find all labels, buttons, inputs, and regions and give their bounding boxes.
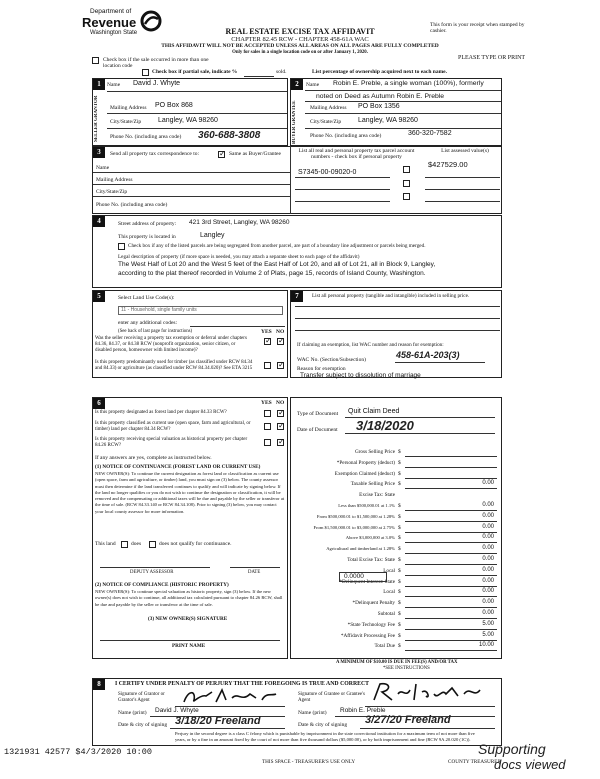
land-does-checkbox[interactable]	[121, 541, 128, 548]
tax-row	[290, 513, 502, 524]
section-2-number: 2	[291, 79, 303, 90]
tax-row	[290, 621, 502, 632]
tax-row	[290, 448, 502, 459]
form-title: REAL ESTATE EXCISE TAX AFFIDAVIT	[225, 27, 375, 36]
tax-row-currency: $	[398, 557, 401, 563]
street-address[interactable]: 421 3rd Street, Langley, WA 98260	[189, 219, 290, 226]
tax-row-currency: $	[398, 535, 401, 542]
tax-row-label: Above $3,000,000 at 3.0%	[345, 535, 395, 541]
tax-row-amount[interactable]: 0.00	[482, 534, 494, 541]
notice2-body: NEW OWNER(S): To continue special valuation as historic property, sign (3) below. If the new owner(s) does not wish to continue, all additional tax calculated pursuant to chapter 84.26 RCW, shall be due and payable by the seller or transferor at the time of sale.	[95, 589, 283, 607]
local-rate-box[interactable]	[339, 572, 387, 582]
additional-codes-label: enter any additional codes:	[118, 320, 178, 326]
buyer-phone-label: Phone No. (including area code)	[310, 133, 382, 139]
tax-row-amount[interactable]: 0.00	[482, 610, 494, 616]
tax-row-amount[interactable]: 0.00	[482, 588, 494, 595]
doc-type-label: Type of Document	[297, 411, 339, 417]
s3-mailing-label: Mailing Address	[96, 177, 133, 183]
dept-line: Department of	[90, 8, 132, 15]
tax-row	[290, 632, 502, 643]
agency-name: Revenue	[82, 15, 137, 30]
s6-q2-yes[interactable]	[264, 423, 271, 430]
tax-row-label: Gross Selling Price	[354, 449, 395, 455]
see-instructions: *SEE INSTRUCTIONS	[383, 666, 430, 671]
this-land-label: This land	[95, 541, 116, 547]
buyer-phone[interactable]: 360-320-7582	[408, 130, 452, 137]
seller-mailing[interactable]: PO Box 868	[155, 102, 193, 109]
tax-row	[290, 567, 502, 578]
seller-side-label: SELLER GRANTOR	[94, 95, 99, 143]
s6-q3-no[interactable]	[277, 439, 284, 446]
tax-row	[290, 545, 502, 556]
tax-row	[290, 642, 502, 653]
seller-city-label: City/State/Zip	[110, 119, 142, 125]
tax-row-label: Local	[383, 589, 395, 596]
grantee-date-label: Date & city of signing	[298, 722, 348, 728]
tax-row-amount[interactable]: 0.00	[482, 545, 494, 552]
recording-stamp: 1321931 42577 $4/3/2020 10:00	[4, 747, 152, 757]
s5-q1: Was the seller receiving a property tax exemption or deferral under chapters 84.36, 84.37, or 84.38 RCW (nonprofit organization, senior citizen, or disabled person, homeowner with limited income)?	[95, 336, 247, 353]
tax-row	[290, 459, 502, 470]
see-back-label: (See back of last page for instructions)	[118, 329, 193, 334]
seller-phone-label: Phone No. (including area code)	[110, 134, 182, 140]
treasurer-use-label: THIS SPACE - TREASURER'S USE ONLY	[262, 759, 356, 765]
located-label: This property is located in	[118, 234, 176, 240]
doc-date-label: Date of Document	[297, 427, 338, 433]
tax-row-label: Excise Tax: State	[359, 492, 395, 499]
notice2-title: (2) NOTICE OF COMPLIANCE (HISTORIC PROPERTY)	[95, 582, 229, 588]
tax-row-currency: $	[398, 470, 401, 477]
sold-label: sold.	[276, 69, 287, 75]
tax-row	[290, 480, 502, 491]
tax-row-label: Total Excise Tax: State	[347, 557, 395, 563]
tax-row-amount[interactable]: 0.00	[482, 577, 494, 584]
located-city[interactable]: Langley	[200, 232, 225, 239]
tax-row	[290, 470, 502, 481]
legal-line-2[interactable]: according to the plat thereof recorded in Volume 2 of Plats, page 15, records of Island County, Washington.	[118, 270, 426, 277]
s3-city-label: City/State/Zip	[96, 189, 128, 195]
grantee-date-city[interactable]: 3/27/20 Freeland	[365, 714, 451, 726]
s6-q1: Is this property designated as forest land per chapter 84.33 RCW?	[95, 410, 227, 415]
new-owner-sig-label: (3) NEW OWNER(S) SIGNATURE	[148, 616, 228, 622]
legal-label: Legal description of property (if more space is needed, you may attach a separate sheet to each page of the affidavit)	[118, 254, 360, 260]
buyer-city[interactable]: Langley, WA 98260	[358, 117, 418, 124]
print-note: PLEASE TYPE OR PRINT	[458, 55, 526, 61]
segregated-label: Check box if any of the listed parcels are being segregated from another parcel, are part of a boundary line adjustment or parcels being merged.	[128, 243, 426, 249]
street-label: Street address of property:	[118, 221, 177, 227]
tax-row-currency: $	[398, 459, 401, 466]
s6-q1-no[interactable]	[277, 410, 284, 417]
section-3-number: 3	[93, 147, 105, 158]
parcel-2-checkbox[interactable]	[403, 180, 410, 187]
tax-row-label: *Affidavit Processing Fee	[340, 632, 395, 639]
buyer-mailing-label: Mailing Address	[310, 105, 347, 111]
same-as-buyer-checkbox[interactable]	[218, 151, 225, 158]
partial-sale-label: Check box if partial sale, indicate %	[152, 69, 238, 75]
s5-q2-yes[interactable]	[264, 362, 271, 369]
print-name-label: PRINT NAME	[172, 643, 206, 649]
seller-name-label: Name	[107, 82, 121, 88]
s6-q2-no[interactable]	[277, 423, 284, 430]
s5-yes-label: YES	[261, 329, 272, 335]
form-chapter: CHAPTER 82.45 RCW - CHAPTER 458-61A WAC	[231, 36, 369, 43]
tax-row-amount[interactable]: 0.00	[482, 566, 494, 573]
tax-row-currency: $	[398, 600, 401, 607]
seller-city[interactable]: Langley, WA 98260	[158, 117, 218, 124]
more-location-checkbox[interactable]	[92, 57, 99, 64]
grantee-name-label: Name (print)	[298, 710, 327, 716]
supporting-docs-watermark-2: docs viewed	[494, 757, 566, 772]
exemption-reason[interactable]: Transfer subject to dissolution of marriage	[300, 372, 421, 379]
grantor-sig-label: Signature of Grantor or Grantor's Agent	[118, 692, 165, 703]
receipt-note: This form is your receipt when stamped by cashier.	[430, 22, 525, 34]
tax-row-currency: $	[398, 481, 401, 488]
land-does-not-label: does not qualify for continuance.	[159, 541, 232, 547]
tax-row-label: Subtotal	[377, 611, 395, 617]
legal-line-1[interactable]: The West Half of Lot 20 and the West 5 feet of the East Half of Lot 20, and all of Lot 21, all in Block 9, Langley,	[118, 261, 436, 268]
tax-row-amount[interactable]: 0.00	[482, 480, 494, 487]
assessed-value[interactable]: $427529.00	[428, 160, 468, 169]
buyer-name-line2[interactable]: noted on Deed as Autumn Robin E. Preble	[316, 93, 445, 100]
seller-name[interactable]: David J. Whyte	[133, 80, 181, 87]
seller-mailing-label: Mailing Address	[110, 105, 147, 111]
section-7-personal-property	[290, 290, 502, 378]
s6-q3: Is this property receiving special valuation as historical property per chapter 84.26 RCW?	[95, 437, 248, 448]
certify-statement: I CERTIFY UNDER PENALTY OF PERJURY THAT THE FOREGOING IS TRUE AND CORRECT	[115, 681, 370, 687]
grantor-name[interactable]: David J. Whyte	[155, 707, 199, 714]
grantee-signature[interactable]	[370, 680, 490, 704]
tax-row	[290, 610, 502, 621]
section-8-number: 8	[93, 679, 105, 690]
grantor-date-label: Date & city of signing	[118, 722, 168, 728]
s6-q1-yes[interactable]	[264, 410, 271, 417]
s5-no-label: NO	[276, 329, 285, 335]
tax-row-label: Local	[383, 567, 395, 574]
grantor-name-label: Name (print)	[118, 710, 147, 716]
grantor-date-city[interactable]: 3/18/20 Freeland	[175, 715, 261, 727]
supporting-docs-watermark-1: Supporting	[478, 741, 546, 757]
assessed-header: List assessed value(s)	[441, 148, 489, 154]
tax-row-currency: $	[398, 449, 401, 455]
tax-row	[290, 491, 502, 502]
seller-phone[interactable]: 360-688-3808	[198, 130, 261, 141]
tax-row	[290, 578, 502, 589]
s5-q2: Is this property predominantly used for timber (as classified under RCW 84.34 and 84.33) or agriculture (as classified under RCW 84.34.020)? See ETA 3215	[95, 360, 253, 371]
tax-row	[290, 534, 502, 545]
tax-row-currency: $	[398, 621, 401, 628]
tax-row-amount[interactable]: 5.00	[482, 631, 494, 638]
wac-label: WAC No. (Section/Subsection)	[297, 357, 366, 363]
parcel-3-checkbox[interactable]	[403, 193, 410, 200]
same-as-buyer-label: Same as Buyer/Grantee	[229, 151, 281, 157]
s6-q2: Is this property classified as current use (open space, farm and agricultural, or timber) land per chapter 84.34 RCW?	[95, 421, 251, 432]
tax-row-label: *Delinquent Penalty	[352, 600, 395, 607]
s5-q1-yes[interactable]	[264, 338, 271, 345]
s6-no-label: NO	[276, 400, 285, 406]
tax-row-currency: $	[398, 513, 401, 520]
tax-row	[290, 502, 502, 513]
s5-q1-no[interactable]	[277, 338, 284, 345]
pct-ownership-label: List percentage of ownership acquired next to each name.	[312, 69, 447, 75]
s5-q2-no[interactable]	[277, 362, 284, 369]
deputy-assessor-label: DEPUTY ASSESSOR	[130, 570, 174, 575]
buyer-city-label: City/State/Zip	[310, 119, 342, 125]
parcel-list-header: List all real and personal property tax parcel account numbers - check box if personal property	[298, 148, 415, 160]
form-warning: THIS AFFIDAVIT WILL NOT BE ACCEPTED UNLESS ALL AREAS ON ALL PAGES ARE FULLY COMPLETED	[161, 43, 439, 49]
tax-row-amount[interactable]: 0.00	[482, 599, 494, 606]
s3-name-label: Name	[96, 165, 110, 171]
tax-row-amount[interactable]: 5.00	[482, 620, 494, 627]
tax-row-currency: $	[398, 643, 401, 650]
tax-row	[290, 556, 502, 567]
land-does-label: does	[131, 541, 142, 547]
exemption-question: If claiming an exemption, list WAC number and reason for exemption:	[297, 342, 444, 348]
tax-row-currency: $	[398, 503, 401, 509]
s3-phone-label: Phone No. (including area code)	[96, 202, 168, 208]
tax-row-label: From $1,500,000.01 to $3,000,000 at 2.75%	[313, 524, 395, 530]
single-location-note: Only for sales in a single location code on or after January 1, 2020.	[232, 50, 368, 55]
if-yes-label: If any answers are yes, complete as instructed below.	[95, 455, 212, 461]
assessor-date-label: DATE	[248, 570, 261, 575]
parcel-personal-checkbox[interactable]	[403, 166, 410, 173]
tax-row-currency: $	[398, 546, 401, 553]
tax-row	[290, 599, 502, 610]
tax-row-amount[interactable]: 10.00	[478, 642, 494, 649]
notice1-body: NEW OWNER(S): To continue the current designation as forest land or classification as current use (open space, farm and agriculture, or timber) land, you must sign on (3) below. The county assessor must then determine if the land transferred continues to qualify and will indicate by signing below. If the land no longer qualifies or you do not wish to continue the designation or classification, it will be removed and the compensating or additional taxes will be due and payable by the seller or transferor at the time of sale. (RCW 84.33.140 or RCW 84.34.108). Prior to signing (3) below, you may contact your local county assessor for more information.	[95, 471, 285, 514]
tax-row-label: Total Due	[374, 643, 395, 650]
tax-row-label: Taxable Selling Price	[350, 481, 395, 488]
tax-row-currency: $	[398, 578, 401, 585]
grantee-sig-label: Signature of Grantee or Grantee's Agent	[298, 692, 365, 703]
tax-row-currency: $	[398, 567, 401, 574]
more-location-label: Check box if the sale occurred in more than one location code	[103, 57, 209, 69]
grantee-name[interactable]: Robin E. Preble	[340, 707, 386, 714]
land-does-not-checkbox[interactable]	[149, 541, 156, 548]
tax-row-label: Exemption Claimed (deduct)	[334, 470, 395, 477]
tax-row-label: *State Technology Fee	[347, 621, 395, 628]
section-4-number: 4	[93, 216, 105, 227]
tax-row-label: Agricultural and timberland at 1.28%	[326, 546, 395, 552]
perjury-notice: Perjury in the second degree is a class C felony which is punishable by imprisonment in the state correctional institution for a maximum term of not more than five years, or by a fine in an amount fixed by the court of not more than five thousand dollars ($5,000.00), or by both imprisonment and fine (RCW 9A.20.020 (1C)).	[175, 731, 475, 742]
land-use-label: Select Land Use Code(s):	[118, 295, 175, 301]
tax-row	[290, 588, 502, 599]
section-1-number: 1	[93, 79, 105, 90]
minimum-note: A MINIMUM OF $10.00 IS DUE IN FEE(S) AND/OR TAX	[336, 660, 458, 665]
tax-row	[290, 524, 502, 535]
tax-row-currency: $	[398, 589, 401, 596]
dor-logo	[82, 8, 172, 42]
county-treasurer-label: COUNTY TREASURER	[448, 759, 501, 765]
tax-row-currency: $	[398, 632, 401, 639]
state-name: Washington State	[90, 30, 138, 36]
tax-row-currency: $	[398, 611, 401, 617]
section-5-number: 5	[93, 291, 105, 302]
local-rate: 0.0000	[344, 573, 364, 580]
doc-date[interactable]: 3/18/2020	[356, 418, 414, 433]
segregated-checkbox[interactable]	[118, 243, 125, 250]
tax-row-label: Less than $500,000.01 at 1.1%	[338, 503, 395, 508]
tax-row-amount[interactable]: 0.00	[482, 556, 494, 562]
tax-row-currency: $	[398, 524, 401, 531]
wac-number[interactable]: 458-61A-203(3)	[396, 350, 460, 360]
buyer-name-label: Name	[306, 82, 320, 88]
tax-row-amount[interactable]: 0.00	[482, 523, 494, 530]
parcel-number[interactable]: S7345-00-09020-0	[298, 169, 357, 176]
land-use-select[interactable]: 11 - Household, single family units	[118, 306, 283, 315]
reason-label: Reason for exemption	[297, 366, 346, 372]
tax-row-label: From $500,000.01 to $1,500,000 at 1.28%	[316, 513, 395, 519]
tax-row-label: *Personal Property (deduct)	[336, 459, 395, 466]
partial-sale-checkbox[interactable]	[142, 69, 149, 76]
s6-q3-yes[interactable]	[264, 439, 271, 446]
tax-rows	[290, 448, 502, 658]
buyer-name[interactable]: Robin E. Preble, a single woman (100%), formerly	[333, 80, 484, 87]
tax-row-label: *Delinquent Interest: State	[339, 578, 395, 585]
send-to-label: Send all property tax correspondence to:	[110, 151, 200, 157]
s6-yes-label: YES	[261, 400, 272, 406]
personal-property-label: List all personal property (tangible and intangible) included in selling price.	[312, 293, 470, 299]
buyer-side-label: BUYER GRANTEE	[292, 100, 297, 144]
doc-type[interactable]: Quit Claim Deed	[348, 408, 400, 415]
tax-row-amount[interactable]: 0.00	[482, 512, 494, 519]
section-7-number: 7	[291, 291, 303, 302]
section-6-number: 6	[93, 398, 105, 409]
notice1-title: (1) NOTICE OF CONTINUANCE (FOREST LAND OR CURRENT USE)	[95, 464, 261, 470]
grantor-signature[interactable]	[180, 688, 285, 706]
tax-row-amount[interactable]: 0.00	[482, 502, 494, 508]
dor-swirl-icon	[140, 10, 162, 32]
buyer-mailing[interactable]: PO Box 1356	[358, 103, 400, 110]
